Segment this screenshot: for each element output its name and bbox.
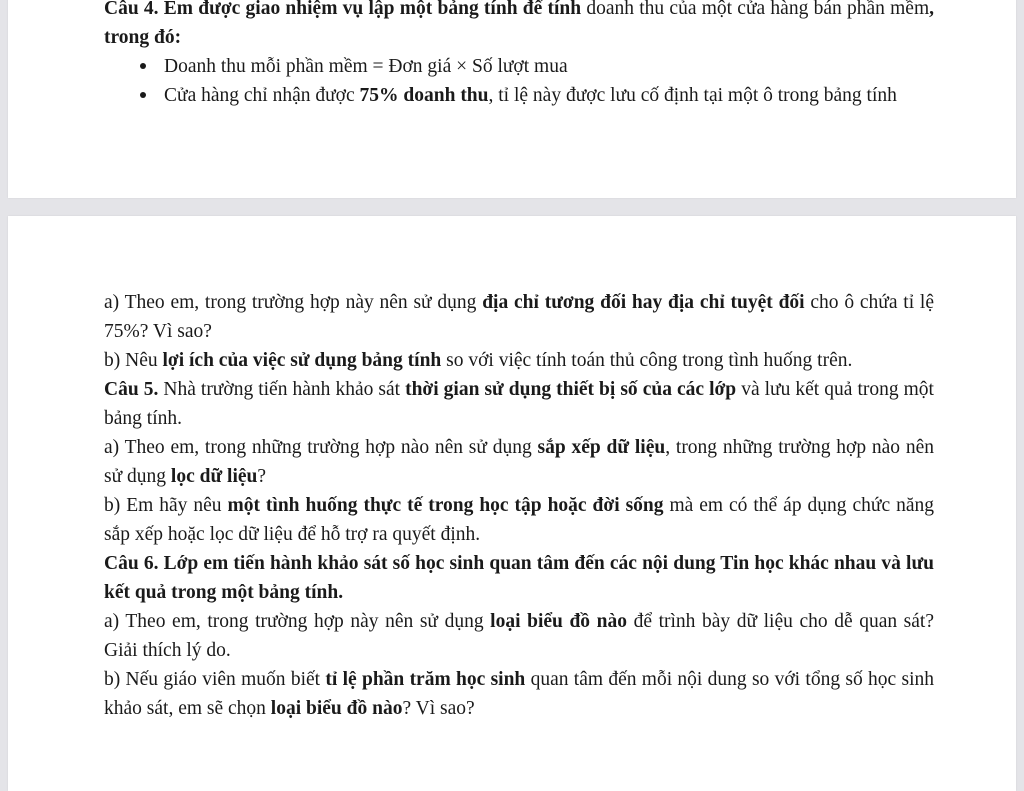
q5-text-2: và lưu kết quả trong một bảng tính. [104, 379, 934, 429]
q5-b-bold: một tình huống thực tế trong học tập hoặc đời sống [227, 495, 664, 516]
q4-b-text-1: b) Nêu [104, 350, 163, 371]
q5-text-1: Nhà trường tiến hành khảo sát [158, 379, 406, 400]
q4-bullet-list [104, 52, 934, 110]
q5-b-text-2: mà em có thể áp dụng chức năng sắp xếp hoặc lọc dữ liệu để hỗ trợ ra quyết định. [104, 495, 934, 545]
question-5-intro [104, 375, 934, 433]
q4-bullet-2-text-2: , tỉ lệ này được lưu cố định tại một ô trong bảng tính [488, 85, 897, 106]
q5-a-bold-1: sắp xếp dữ liệu [537, 437, 666, 458]
q6-b-bold-2: loại biểu đồ nào [270, 698, 403, 719]
q6-a-bold: loại biểu đồ nào [490, 611, 627, 632]
q5-a-bold-2: lọc dữ liệu [170, 466, 258, 487]
q4-b-bold: lợi ích của việc sử dụng bảng tính [162, 350, 442, 371]
q5-title: Câu 5. [104, 379, 159, 400]
page-1-content [104, 0, 934, 110]
q4-part-a [104, 288, 934, 346]
q5-b-text-1: b) Em hãy nêu [104, 495, 228, 516]
q6-a-text-1: a) Theo em, trong trường hợp này nên sử dụng [104, 611, 491, 632]
q5-part-a [104, 433, 934, 491]
q6-a-text-2: để trình bày dữ liệu cho dễ quan sát? Giải thích lý do. [104, 611, 935, 661]
page-2-content [104, 288, 934, 723]
q5-a-text-3: ? [257, 466, 267, 487]
q6-title: Câu 6. Lớp em tiến hành khảo sát số học sinh quan tâm đến các nội dung Tin học khác nhau và lưu kết quả trong một bảng tính. [104, 553, 934, 603]
q6-b-text-3: ? Vì sao? [402, 698, 475, 719]
document-page-2 [8, 216, 1016, 791]
q5-a-text-1: a) Theo em, trong những trường hợp nào nên sử dụng [104, 437, 538, 458]
q4-intro-bold-2: , trong đó: [104, 0, 934, 48]
q4-part-b [104, 346, 934, 375]
q6-part-a [104, 607, 934, 665]
q4-bullet-2-text-1: Cửa hàng chỉ nhận được [164, 85, 360, 106]
q4-intro-bold-1: Câu 4. Em được giao nhiệm vụ lập một bảng tính để tính [104, 0, 582, 19]
q4-intro-text-1: doanh thu của một cửa hàng bán phần mềm [581, 0, 930, 19]
q6-b-bold-1: tỉ lệ phần trăm học sinh [325, 669, 526, 690]
q4-a-bold: địa chỉ tương đối hay địa chỉ tuyệt đối [482, 292, 805, 313]
question-4-intro [104, 0, 934, 52]
q5-part-b [104, 491, 934, 549]
q6-b-text-1: b) Nếu giáo viên muốn biết [104, 669, 326, 690]
q4-bullet-1 [104, 52, 934, 81]
q4-a-text-2: cho ô chứa tỉ lệ 75%? Vì sao? [104, 292, 934, 342]
q6-part-b [104, 665, 934, 723]
question-6-intro [104, 549, 934, 607]
q4-a-text-1: a) Theo em, trong trường hợp này nên sử dụng [104, 292, 483, 313]
q6-b-text-2: quan tâm đến mỗi nội dung so với tổng số học sinh khảo sát, em sẽ chọn [104, 669, 934, 719]
q4-bullet-2-bold: 75% doanh thu [359, 85, 489, 106]
q4-b-text-2: so với việc tính toán thủ công trong tình huống trên. [441, 350, 853, 371]
q5-bold-1: thời gian sử dụng thiết bị số của các lớp [405, 379, 737, 400]
document-page-1 [8, 0, 1016, 198]
q4-bullet-2 [104, 81, 934, 110]
q5-a-text-2: , trong những trường hợp nào nên sử dụng [104, 437, 934, 487]
q4-bullet-1-text: Doanh thu mỗi phần mềm = Đơn giá × Số lượt mua [164, 56, 568, 77]
